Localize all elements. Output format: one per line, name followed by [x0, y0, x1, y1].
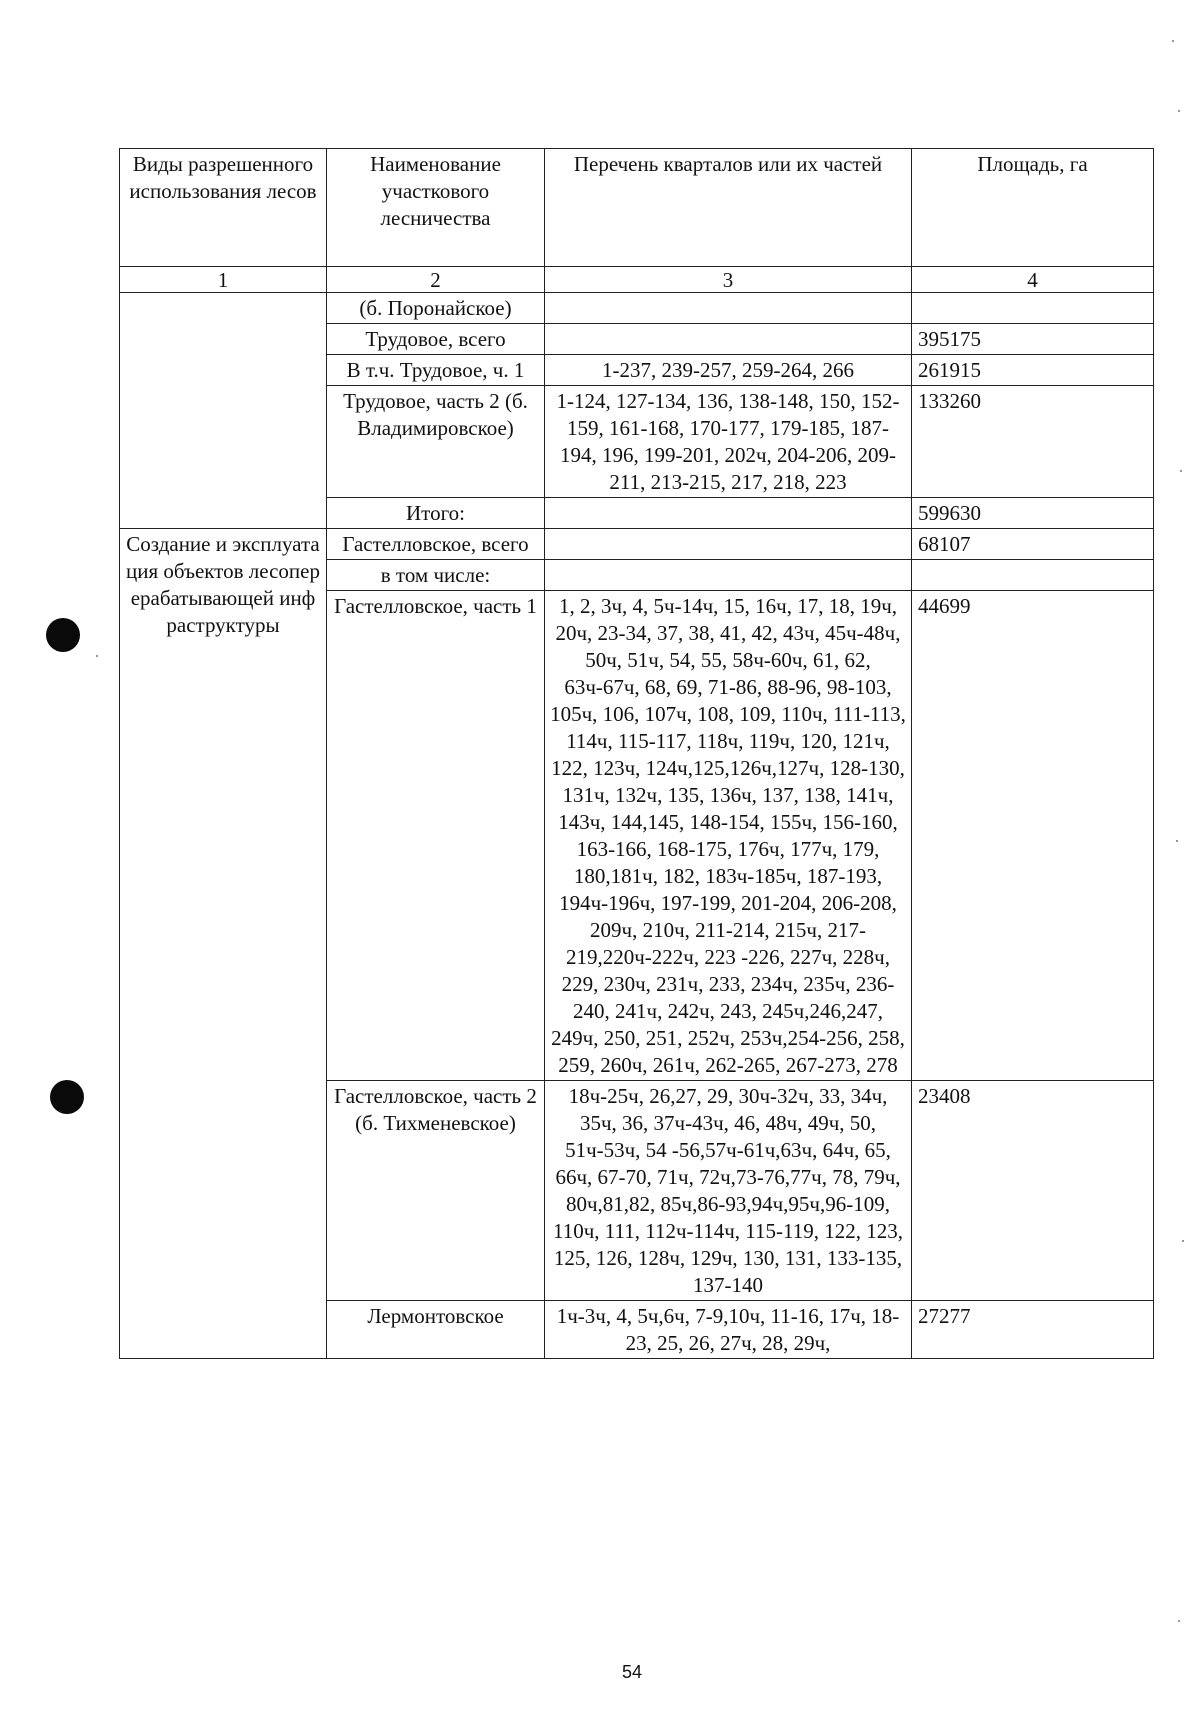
- quarters-list: [545, 560, 912, 591]
- area-value: 23408: [912, 1081, 1154, 1301]
- area-value: 395175: [912, 324, 1154, 355]
- area-value: [912, 560, 1154, 591]
- column-number: 1: [120, 267, 327, 293]
- use-type-cell-empty: [120, 293, 327, 529]
- quarters-list: 1, 2, 3ч, 4, 5ч-14ч, 15, 16ч, 17, 18, 19ч, 20ч, 23-34, 37, 38, 41, 42, 43ч, 45ч-48ч, 50ч, 51ч, 54, 55, 58ч-60ч, 61, 62, 63ч-67ч, 68, 69, 71-86, 88-96, 98-103, 105ч, 106, 107ч, 108, 109, 110ч, 111-113, 114ч, 115-117, 118ч, 119ч, 120, 121ч, 122, 123ч, 124ч,125,126ч,127ч, 128-130, 131ч, 132ч, 135, 136ч, 137, 138, 141ч, 143ч, 144,145, 148-154, 155ч, 156-160, 163-166, 168-175, 176ч, 177ч, 179, 180,181ч, 182, 183ч-185ч, 187-193, 194ч-196ч, 197-199, 201-204, 206-208, 209ч, 210ч, 211-214, 215ч, 217-219,220ч-222ч, 223 -226, 227ч, 228ч, 229, 230ч, 231ч, 233, 234ч, 235ч, 236-240, 241ч, 242ч, 243, 245ч,246,247, 249ч, 250, 251, 252ч, 253ч,254-256, 258, 259, 260ч, 261ч, 262-265, 267-273, 278: [545, 591, 912, 1081]
- column-number: 2: [327, 267, 545, 293]
- quarters-list: [545, 293, 912, 324]
- scan-speck: [1172, 40, 1174, 42]
- punch-hole: [46, 618, 80, 652]
- forestry-name: Гастелловское, всего: [327, 529, 545, 560]
- quarters-list: [545, 324, 912, 355]
- forestry-name: в том числе:: [327, 560, 545, 591]
- scan-speck: [96, 655, 98, 657]
- forestry-name: В т.ч. Трудовое, ч. 1: [327, 355, 545, 386]
- quarters-list: 1-124, 127-134, 136, 138-148, 150, 152-159, 161-168, 170-177, 179-185, 187-194, 196, 199-201, 202ч, 204-206, 209-211, 213-215, 217, 218, 223: [545, 386, 912, 498]
- forestry-name: Гастелловское, часть 1: [327, 591, 545, 1081]
- table-row: [120, 529, 1154, 560]
- scan-speck: [1178, 110, 1180, 112]
- header-use-type: Виды разрешенного использования лесов: [120, 149, 327, 267]
- column-number-row: [120, 267, 1154, 293]
- forestry-name: Лермонтовское: [327, 1301, 545, 1359]
- forestry-name: Трудовое, всего: [327, 324, 545, 355]
- area-value: 68107: [912, 529, 1154, 560]
- quarters-list: 1ч-3ч, 4, 5ч,6ч, 7-9,10ч, 11-16, 17ч, 18-23, 25, 26, 27ч, 28, 29ч,: [545, 1301, 912, 1359]
- page-number: 54: [621, 1662, 643, 1682]
- area-value: 261915: [912, 355, 1154, 386]
- column-number: 3: [545, 267, 912, 293]
- column-number: 4: [912, 267, 1154, 293]
- area-value: 27277: [912, 1301, 1154, 1359]
- area-value: 133260: [912, 386, 1154, 498]
- scan-speck: [1180, 470, 1182, 472]
- forestry-name: Гастелловское, часть 2 (б. Тихменевское): [327, 1081, 545, 1301]
- punch-hole: [50, 1080, 84, 1114]
- use-type-cell: Создание и эксплуатация объектов лесоперерабатывающей инфраструктуры: [120, 529, 327, 1359]
- area-value: 599630: [912, 498, 1154, 529]
- table-header-row: [120, 149, 1154, 267]
- quarters-list: [545, 498, 912, 529]
- scan-speck: [1182, 1240, 1184, 1242]
- forestry-name: Итого:: [327, 498, 545, 529]
- quarters-list: 1-237, 239-257, 259-264, 266: [545, 355, 912, 386]
- area-value: 44699: [912, 591, 1154, 1081]
- header-area: Площадь, га: [912, 149, 1154, 267]
- area-value: [912, 293, 1154, 324]
- forest-use-table: [119, 148, 1154, 1359]
- header-forestry-name: Наименование участкового лесничества: [327, 149, 545, 267]
- forestry-name: Трудовое, часть 2 (б. Владимировское): [327, 386, 545, 498]
- table-row: [120, 293, 1154, 324]
- scan-speck: [1176, 840, 1178, 842]
- scan-speck: [1178, 1620, 1180, 1622]
- quarters-list: 18ч-25ч, 26,27, 29, 30ч-32ч, 33, 34ч, 35ч, 36, 37ч-43ч, 46, 48ч, 49ч, 50, 51ч-53ч, 54 -56,57ч-61ч,63ч, 64ч, 65, 66ч, 67-70, 71ч, 72ч,73-76,77ч, 78, 79ч, 80ч,81,82, 85ч,86-93,94ч,95ч,96-109, 110ч, 111, 112ч-114ч, 115-119, 122, 123, 125, 126, 128ч, 129ч, 130, 131, 133-135, 137-140: [545, 1081, 912, 1301]
- quarters-list: [545, 529, 912, 560]
- forestry-name: (б. Поронайское): [327, 293, 545, 324]
- header-quarters-list: Перечень кварталов или их частей: [545, 149, 912, 267]
